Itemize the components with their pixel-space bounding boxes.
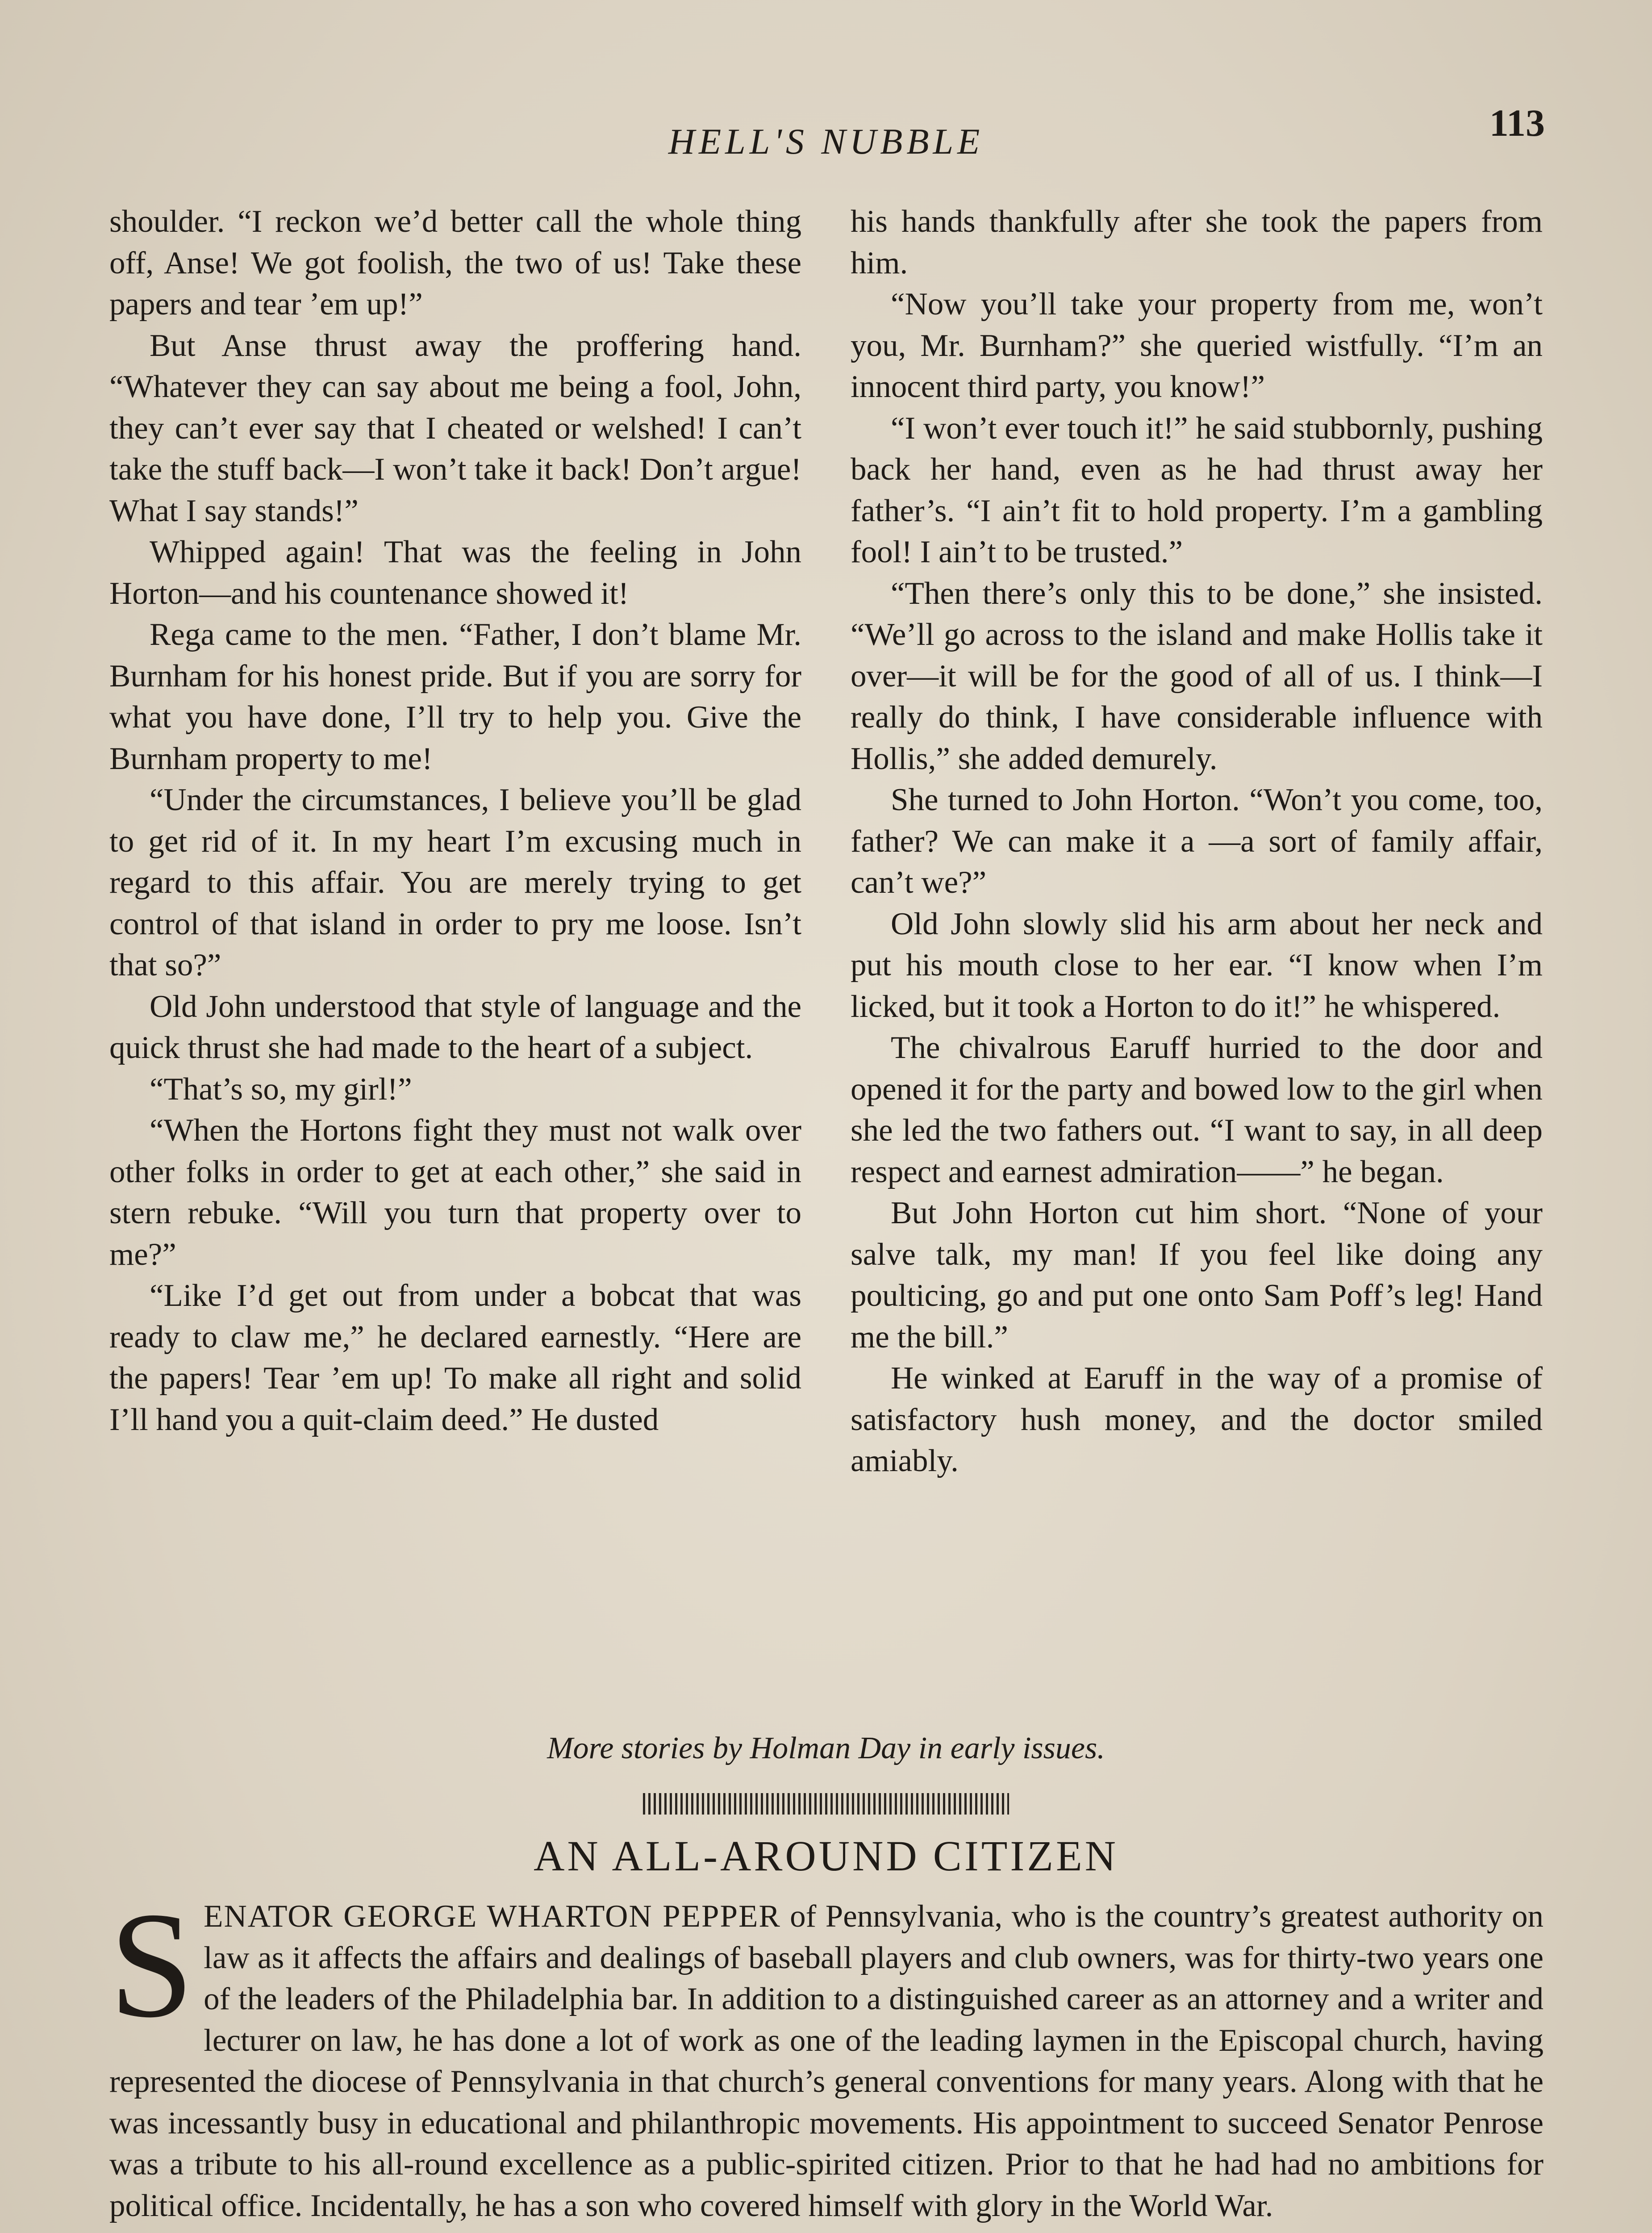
paragraph: “Now you’ll take your property from me, won’t you, Mr. Burnham?” she queried wistfully. “I’m an innocent third party, you know!” <box>851 287 1543 404</box>
paragraph: Old John slowly slid his arm about her neck and put his mouth close to her ear. “I know when I’m licked, but it took a Horton to do it!” he whispered. <box>851 906 1543 1024</box>
paragraph: his hands thankfully after she took the papers from him. <box>851 204 1543 280</box>
article-text: of Pennsylvania, who is the country’s greatest authority on law as it affects the affairs and dealings of baseball players and club owners, was for thirty-two years one of the leaders of the Philadelphia bar. In addition to a distinguished career as an attorney and a writer and lecturer on law, he has done a lot of work as one of the leading laymen in the Episcopal church, having represented the diocese of Pennsylvania in that church’s general conventions for many years. Along with that he was incessantly busy in educational and philanthropic movements. His appointment to succeed Senator Penrose was a tribute to his all-round excellence as a public-spirited citizen. Prior to that he had had no ambitions for political office. Incidentally, he has a son who covered himself with glory in the World War. <box>109 1899 1544 2223</box>
story-column-right <box>851 201 1543 1482</box>
paragraph: “Then there’s only this to be done,” she insisted. “We’ll go across to the island and make Hollis take it over—it will be for the good of all of us. I think—I really do think, I have considerable influence with Hollis,” she added demurely. <box>851 576 1543 776</box>
paragraph: The chivalrous Earuff hurried to the door and opened it for the party and bowed low to the girl when she led the two fathers out. “I want to say, in all deep respect and earnest admiration——” he began. <box>851 1030 1543 1189</box>
paragraph: But John Horton cut him short. “None of your salve talk, my man! If you feel like doing any poulticing, go and put one onto Sam Poff’s leg! Hand me the bill.” <box>851 1196 1543 1355</box>
drop-cap: S <box>109 1881 194 2049</box>
page-number: 113 <box>1489 101 1545 144</box>
story-column-left <box>109 201 801 1440</box>
paragraph: Old John understood that style of language and the quick thrust she had made to the heart of a subject. <box>109 989 801 1065</box>
section-divider-ornament <box>643 1793 1009 1815</box>
article-lead-caps: ENATOR GEORGE WHARTON PEPPER <box>204 1899 781 1934</box>
paragraph: He winked at Earuff in the way of a promise of satisfactory hush money, and the doctor smiled amiably. <box>851 1361 1543 1478</box>
paragraph: Whipped again! That was the feeling in John Horton—and his countenance showed it! <box>109 535 801 611</box>
paragraph: shoulder. “I reckon we’d better call the whole thing off, Anse! We got foolish, the two of us! Take these papers and tear ’em up!” <box>109 204 801 322</box>
paragraph: “When the Hortons fight they must not walk over other folks in order to get at each other,” she said in stern rebuke. “Will you turn that property over to me?” <box>109 1113 801 1272</box>
story-credit: More stories by Holman Day in early issues. <box>547 1731 1105 1765</box>
running-head: HELL'S NUBBLE <box>668 121 984 162</box>
paragraph: Rega came to the men. “Father, I don’t blame Mr. Burnham for his honest pride. But if you are sorry for what you have done, I’ll try to help you. Give the Burnham property to me! <box>109 617 801 776</box>
paragraph: She turned to John Horton. “Won’t you come, too, father? We can make it a —a sort of family affair, can’t we?” <box>851 782 1543 900</box>
article-paragraph <box>109 1881 1544 2226</box>
paragraph: “Like I’d get out from under a bobcat that was ready to claw me,” he declared earnestly. “Here are the papers! Tear ’em up! To make all right and solid I’ll hand you a quit-claim deed.” He dusted <box>109 1278 801 1437</box>
article-title: AN ALL-AROUND CITIZEN <box>534 1832 1118 1880</box>
paragraph: “I won’t ever touch it!” he said stubbornly, pushing back her hand, even as he had thrust away her father’s. “I ain’t fit to hold property. I’m a gambling fool! I ain’t to be trusted.” <box>851 410 1543 569</box>
paragraph: But Anse thrust away the proffering hand. “Whatever they can say about me being a fool, John, they can’t ever say that I cheated or welshed! I can’t take the stuff back—I won’t take it back! Don’t argue! What I say stands!” <box>109 328 801 528</box>
paragraph: “That’s so, my girl!” <box>150 1071 412 1107</box>
article-body <box>109 1881 1544 2226</box>
paragraph: “Under the circumstances, I believe you’ll be glad to get rid of it. In my heart I’m excusing much in regard to this affair. You are merely trying to get control of that island in order to pry me loose. Isn’t that so?” <box>109 782 801 983</box>
